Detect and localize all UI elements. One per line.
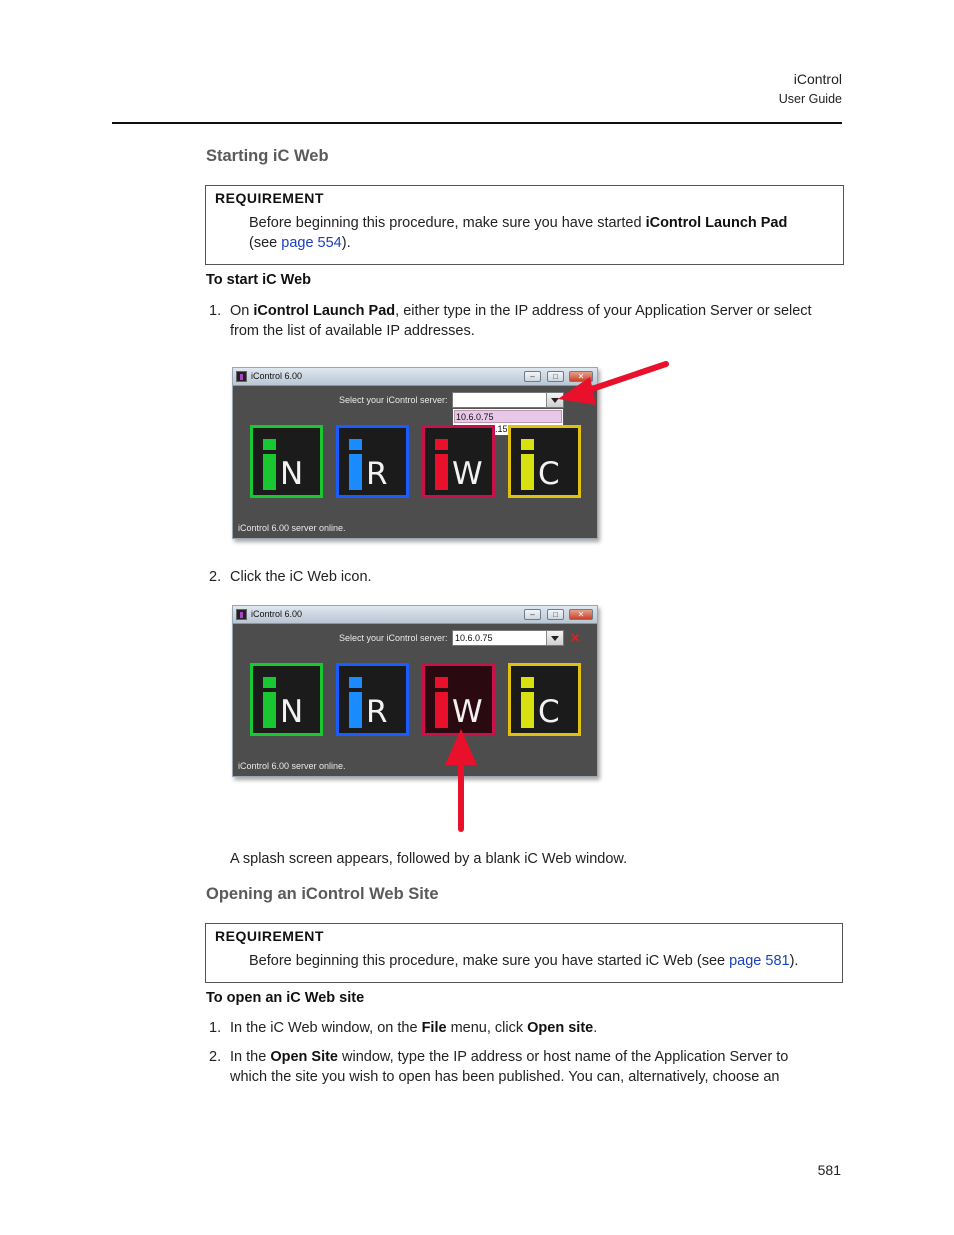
- step-bold: Open site: [527, 1020, 594, 1036]
- combo-value: 10.6.0.75: [455, 633, 493, 643]
- minimize-icon[interactable]: –: [524, 371, 541, 382]
- requirement-label: REQUIREMENT: [215, 928, 324, 944]
- requirement-box-1: [205, 185, 844, 265]
- step-number: 2.: [209, 569, 222, 585]
- window-titlebar: [233, 606, 597, 624]
- tile-letter: C: [538, 456, 560, 492]
- procedure-title-start: To start iC Web: [206, 272, 311, 288]
- header-rule: [112, 122, 842, 124]
- tile-letter: R: [366, 694, 388, 730]
- requirement-post: ).: [341, 235, 351, 251]
- tile-i-dot: [521, 439, 534, 450]
- step-text: menu, click: [446, 1020, 528, 1036]
- requirement-label: REQUIREMENT: [215, 190, 324, 206]
- step-2: [209, 567, 372, 587]
- tile-i-dot: [435, 677, 448, 688]
- step-text: Click the iC Web icon.: [230, 569, 372, 585]
- ic-control-tile[interactable]: [508, 425, 581, 498]
- tile-i-bar: [435, 454, 448, 490]
- requirement-text: [249, 951, 798, 971]
- tile-i-dot: [263, 439, 276, 450]
- server-select-label: Select your iControl server:: [339, 395, 448, 405]
- close-icon[interactable]: ✕: [569, 609, 593, 620]
- section-title-opening-site: Opening an iControl Web Site: [206, 885, 439, 903]
- tile-i-bar: [349, 454, 362, 490]
- tile-letter: N: [280, 694, 304, 730]
- procedure-title-open: To open an iC Web site: [206, 990, 365, 1006]
- requirement-see: (see: [249, 235, 282, 251]
- server-combo[interactable]: [452, 630, 564, 646]
- status-text: iControl 6.00 server online.: [238, 761, 346, 771]
- requirement-text: [249, 213, 787, 253]
- close-icon[interactable]: ✕: [569, 371, 593, 382]
- tile-letter: C: [538, 694, 560, 730]
- tile-i-bar: [521, 692, 534, 728]
- tile-i-dot: [349, 439, 362, 450]
- step-bold: Open Site: [270, 1049, 338, 1065]
- section-title-starting-ic-web: Starting iC Web: [206, 147, 329, 165]
- step-1: [209, 301, 850, 341]
- tile-i-bar: [263, 692, 276, 728]
- tile-i-dot: [435, 439, 448, 450]
- link-page-581[interactable]: page 581: [729, 953, 790, 969]
- tile-letter: N: [280, 456, 304, 492]
- step-text: On: [230, 303, 254, 319]
- step-text: , either type in the IP address of your Application Server or select: [395, 303, 812, 319]
- disconnect-x-icon[interactable]: ✕: [570, 631, 581, 645]
- app-icon: [236, 371, 247, 382]
- ic-control-tile[interactable]: [508, 663, 581, 736]
- header-title: iControl: [793, 71, 842, 87]
- page-number: 581: [817, 1162, 841, 1178]
- step-text: In the iC Web window, on the: [230, 1020, 422, 1036]
- tile-i-bar: [263, 454, 276, 490]
- status-text: iControl 6.00 server online.: [238, 523, 346, 533]
- window-title: iControl 6.00: [251, 609, 303, 619]
- tile-letter: W: [452, 694, 483, 730]
- minimize-icon[interactable]: –: [524, 609, 541, 620]
- step-number: 2.: [209, 1049, 222, 1065]
- header-subtitle: User Guide: [778, 92, 842, 106]
- step-text: In the: [230, 1049, 271, 1065]
- ic-navigator-tile[interactable]: [250, 663, 323, 736]
- step-text: which the site you wish to open has been published. You can, alternatively, choose an: [230, 1069, 780, 1085]
- window-title: iControl 6.00: [251, 371, 303, 381]
- red-arrow-icon: [540, 355, 675, 415]
- tile-i-dot: [349, 677, 362, 688]
- step-number: 1.: [209, 1020, 222, 1036]
- step-text: from the list of available IP addresses.: [230, 323, 475, 339]
- tile-i-bar: [349, 692, 362, 728]
- maximize-icon[interactable]: □: [547, 371, 564, 382]
- requirement-text-pre: Before beginning this procedure, make sure you have started: [249, 215, 646, 231]
- dropdown-option[interactable]: 10.6.0.75: [454, 410, 562, 423]
- step-2: [209, 1047, 850, 1087]
- requirement-post: ).: [789, 953, 799, 969]
- red-arrow-icon: [440, 725, 484, 835]
- tile-i-bar: [435, 692, 448, 728]
- step-text: window, type the IP address or host name of the Application Server to: [338, 1049, 789, 1065]
- tile-letter: W: [452, 456, 483, 492]
- requirement-text-pre: Before beginning this procedure, make sure you have started iC Web (see: [249, 953, 730, 969]
- app-icon: [236, 609, 247, 620]
- tile-i-dot: [263, 677, 276, 688]
- tile-i-bar: [521, 454, 534, 490]
- ic-router-tile[interactable]: [336, 663, 409, 736]
- server-select-label: Select your iControl server:: [339, 633, 448, 643]
- requirement-bold: iControl Launch Pad: [645, 215, 788, 231]
- requirement-box-2: [205, 923, 843, 983]
- step-bold: File: [421, 1020, 447, 1036]
- chevron-down-icon[interactable]: [546, 631, 563, 645]
- result-text: A splash screen appears, followed by a blank iC Web window.: [230, 851, 628, 867]
- step-number: 1.: [209, 303, 222, 319]
- tile-i-dot: [521, 677, 534, 688]
- step-bold: iControl Launch Pad: [253, 303, 396, 319]
- screenshot-launchpad-selected: [232, 605, 598, 777]
- link-page-554[interactable]: page 554: [281, 235, 342, 251]
- ic-router-tile[interactable]: [336, 425, 409, 498]
- ic-navigator-tile[interactable]: [250, 425, 323, 498]
- step-1: [209, 1018, 850, 1038]
- maximize-icon[interactable]: □: [547, 609, 564, 620]
- tile-letter: R: [366, 456, 388, 492]
- ic-web-tile[interactable]: [422, 425, 495, 498]
- step-text: .: [593, 1020, 598, 1036]
